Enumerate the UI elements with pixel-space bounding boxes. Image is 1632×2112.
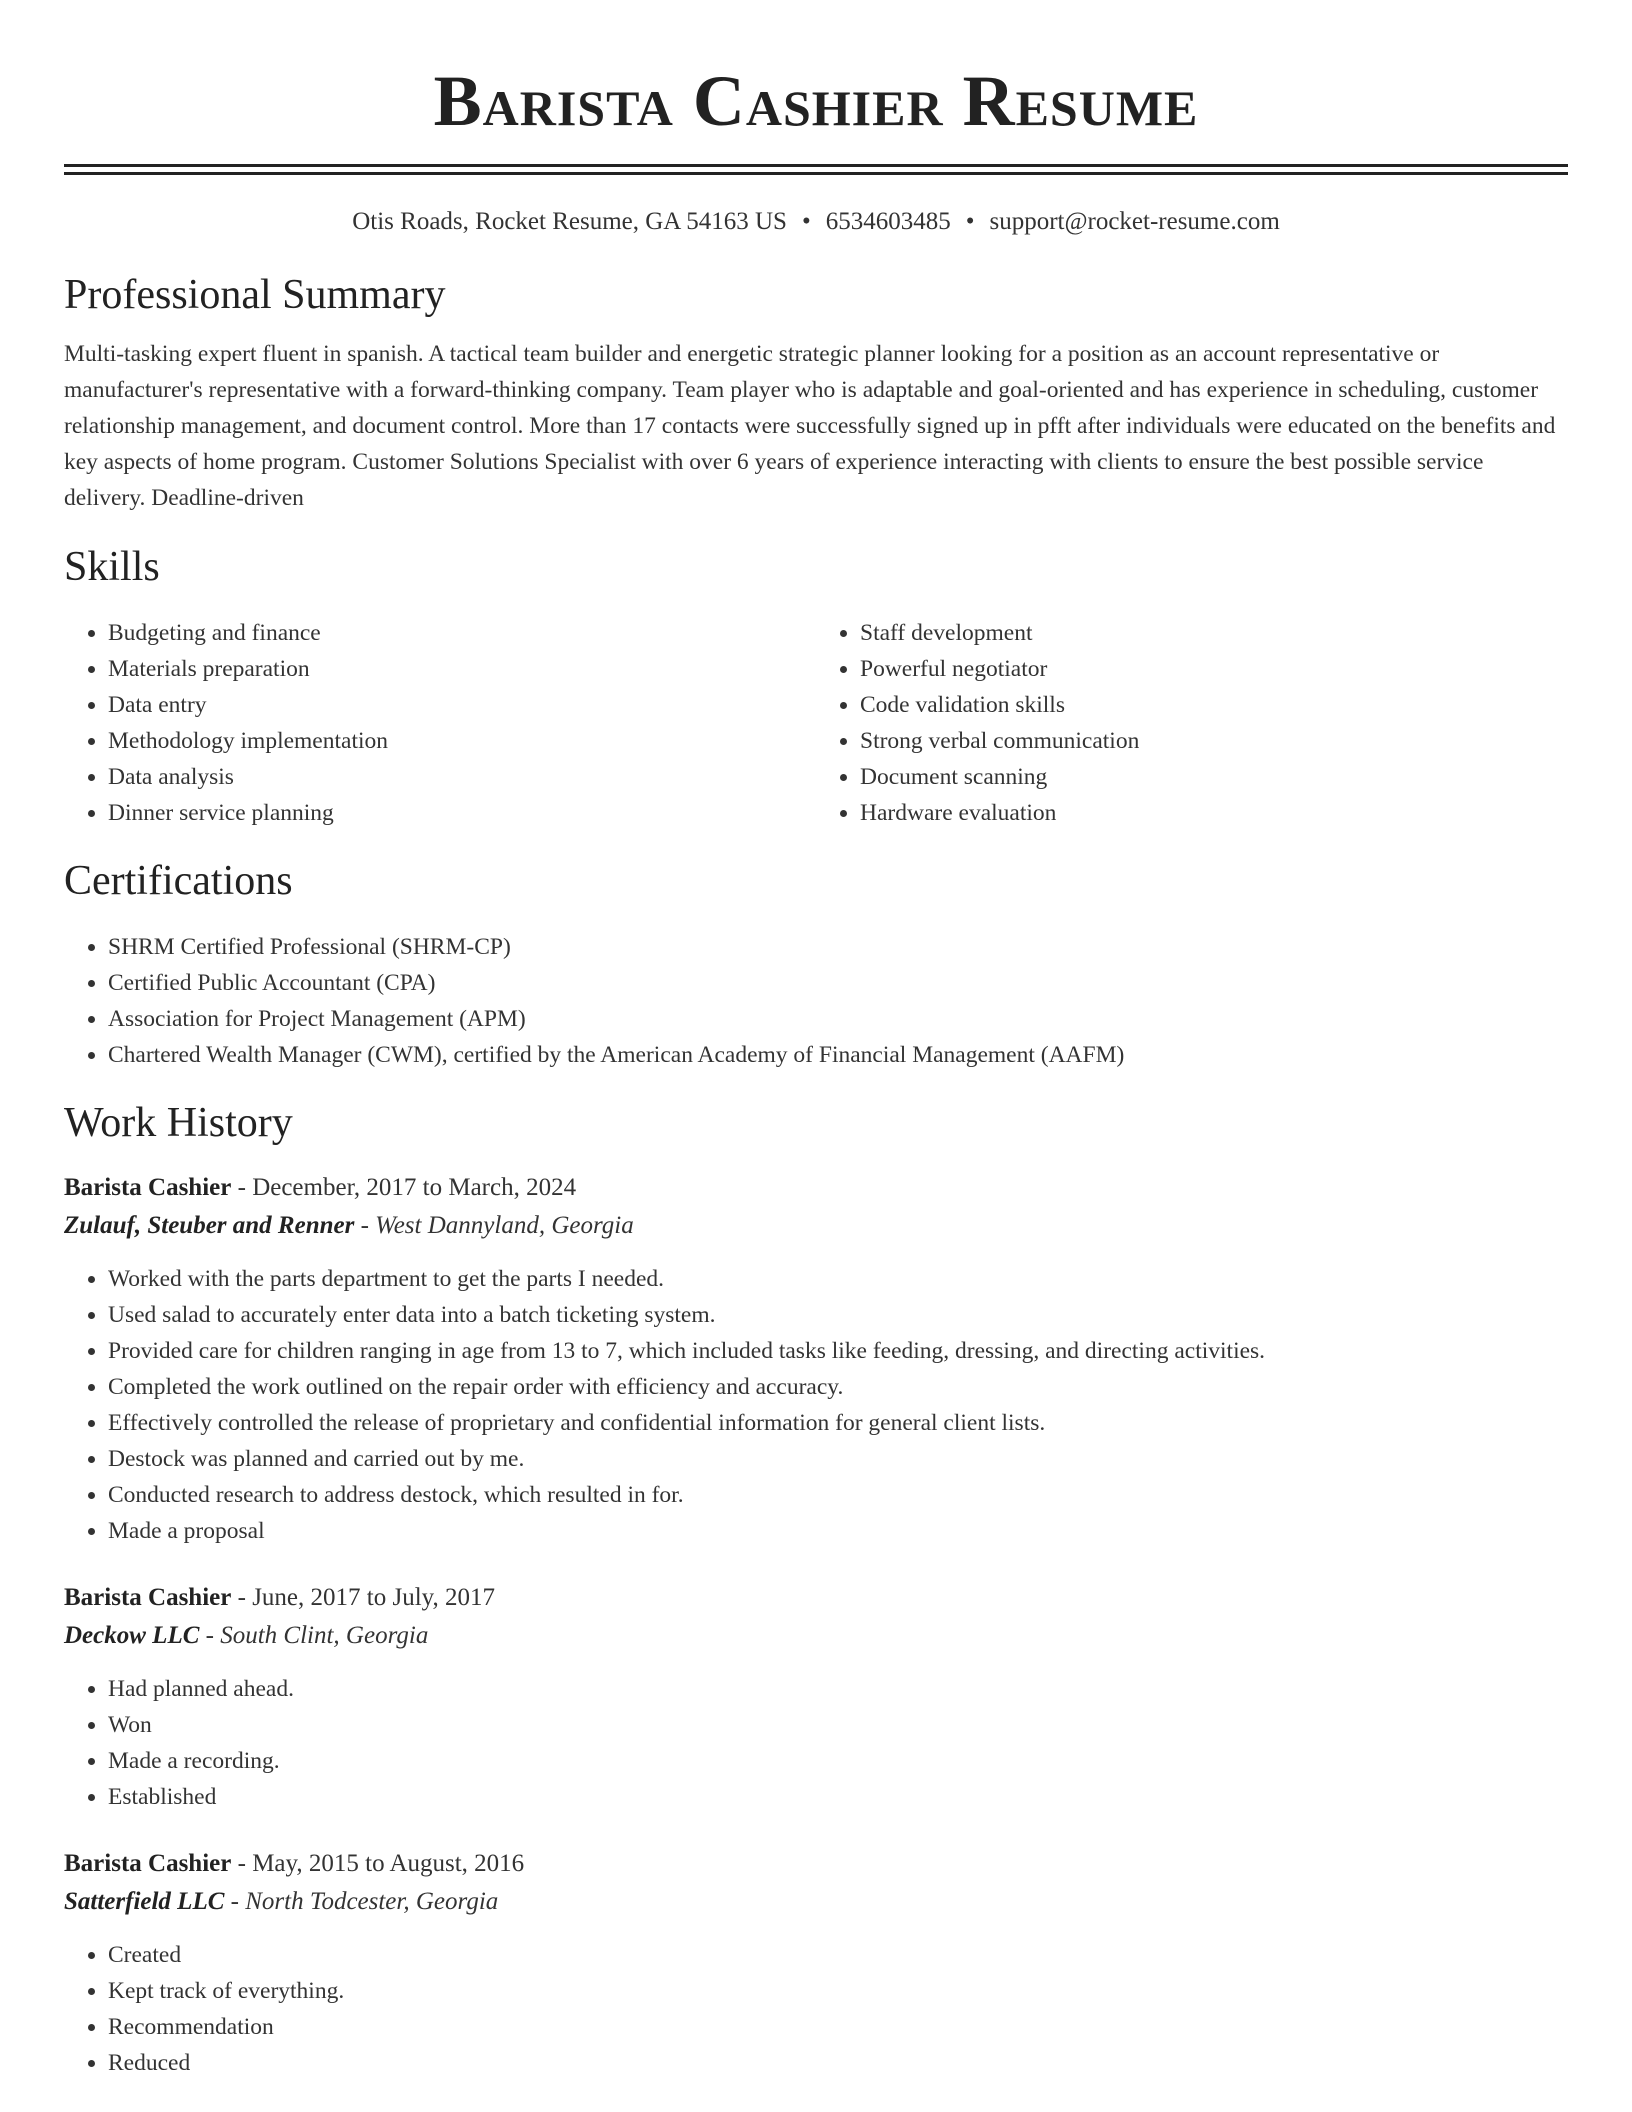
- skill-item: • Staff development: [860, 615, 1568, 651]
- job-bullet: • Recommendation: [108, 2009, 1568, 2045]
- certification-item: • SHRM Certified Professional (SHRM-CP): [108, 929, 1568, 965]
- job-location: West Dannyland, Georgia: [375, 1212, 634, 1239]
- job-bullet: • Created: [108, 1937, 1568, 1973]
- job-bullet: • Won: [108, 1707, 1568, 1743]
- job-bullet: • Made a recording.: [108, 1743, 1568, 1779]
- skill-item: • Powerful negotiator: [860, 651, 1568, 687]
- resume-page: [64, 0, 1568, 2081]
- job-bullet: • Provided care for children ranging in age from 13 to 7, which included tasks like feeding, dressing, and directing activities.: [108, 1333, 1568, 1369]
- resume-title: Barista Cashier Resume: [433, 61, 1199, 141]
- job-employer: [64, 1883, 1568, 1921]
- job-company: Satterfield LLC: [64, 1888, 225, 1915]
- job-dates: May, 2015 to August, 2016: [252, 1850, 525, 1877]
- job-header: [64, 1579, 1568, 1617]
- certification-item: • Chartered Wealth Manager (CWM), certified by the American Academy of Financial Management (AAFM): [108, 1037, 1568, 1073]
- certification-item: • Certified Public Accountant (CPA): [108, 965, 1568, 1001]
- job-bullet: • Destock was planned and carried out by me.: [108, 1441, 1568, 1477]
- job-bullets: [64, 1261, 1568, 1549]
- job-bullets: [64, 1671, 1568, 1815]
- contact-line: [64, 205, 1568, 239]
- job-employer: [64, 1617, 1568, 1655]
- skill-item: • Code validation skills: [860, 687, 1568, 723]
- job-bullet: • Reduced: [108, 2045, 1568, 2081]
- job-bullet: • Worked with the parts department to get the parts I needed.: [108, 1261, 1568, 1297]
- skill-item: • Dinner service planning: [108, 795, 816, 831]
- skill-item: • Strong verbal communication: [860, 723, 1568, 759]
- skills-column-right: [816, 615, 1568, 831]
- job-bullets: [64, 1937, 1568, 2081]
- job-dates: June, 2017 to July, 2017: [252, 1584, 496, 1611]
- title-divider: [64, 164, 1568, 175]
- skills-column-left: [64, 615, 816, 831]
- job-bullet: • Had planned ahead.: [108, 1671, 1568, 1707]
- contact-email: support@rocket-resume.com: [989, 208, 1280, 235]
- job-role: Barista Cashier: [64, 1584, 232, 1611]
- job-dash: -: [199, 1622, 221, 1649]
- job-dash: -: [231, 1584, 253, 1611]
- skill-item: • Hardware evaluation: [860, 795, 1568, 831]
- job-entry: [64, 1169, 1568, 1549]
- job-company: Deckow LLC: [64, 1622, 200, 1649]
- summary-heading: Professional Summary: [64, 272, 446, 318]
- job-bullet: • Made a proposal: [108, 1513, 1568, 1549]
- job-bullet: • Used salad to accurately enter data into a batch ticketing system.: [108, 1297, 1568, 1333]
- job-employer: [64, 1207, 1568, 1245]
- skill-item: • Methodology implementation: [108, 723, 816, 759]
- contact-phone: 6534603485: [825, 208, 951, 235]
- certifications-list: [64, 929, 1568, 1073]
- skills-grid: [64, 615, 1568, 831]
- summary-text: Multi-tasking expert fluent in spanish. A tactical team builder and energetic strategic planner looking for a position as an account representative or manufacturer's representative with a forward-thinking company. Team player who is adaptable and goal-oriented and has experience in scheduling, customer relationship management, and document control. More than 17 contacts were successfully signed up in pfft after individuals were educated on the benefits and key aspects of home program. Customer Solutions Specialist with over 6 years of experience interacting with clients to ensure the best possible service delivery. Deadline-driven: [64, 341, 1556, 511]
- job-role: Barista Cashier: [64, 1174, 232, 1201]
- job-header: [64, 1845, 1568, 1883]
- skill-item: • Data entry: [108, 687, 816, 723]
- skill-item: • Document scanning: [860, 759, 1568, 795]
- contact-separator: •: [801, 208, 811, 235]
- job-dash: -: [224, 1888, 246, 1915]
- job-header: [64, 1169, 1568, 1207]
- job-bullet: • Completed the work outlined on the repair order with efficiency and accuracy.: [108, 1369, 1568, 1405]
- job-dash: -: [354, 1212, 376, 1239]
- contact-address: Otis Roads, Rocket Resume, GA 54163 US: [352, 208, 787, 235]
- job-dash: -: [231, 1850, 253, 1877]
- job-entry: [64, 1579, 1568, 1815]
- job-dash: -: [231, 1174, 253, 1201]
- job-company: Zulauf, Steuber and Renner: [64, 1212, 355, 1239]
- skill-item: • Budgeting and finance: [108, 615, 816, 651]
- job-location: South Clint, Georgia: [220, 1622, 429, 1649]
- work-history-heading: Work History: [64, 1100, 293, 1146]
- contact-separator: •: [965, 208, 975, 235]
- job-bullet: • Kept track of everything.: [108, 1973, 1568, 2009]
- job-dates: December, 2017 to March, 2024: [252, 1174, 577, 1201]
- certifications-heading: Certifications: [64, 858, 293, 904]
- job-location: North Todcester, Georgia: [245, 1888, 499, 1915]
- job-role: Barista Cashier: [64, 1850, 232, 1877]
- skill-item: • Data analysis: [108, 759, 816, 795]
- skill-item: • Materials preparation: [108, 651, 816, 687]
- skills-heading: Skills: [64, 544, 160, 590]
- job-entry: [64, 1845, 1568, 2081]
- certification-item: • Association for Project Management (APM): [108, 1001, 1568, 1037]
- job-bullet: • Effectively controlled the release of proprietary and confidential information for general client lists.: [108, 1405, 1568, 1441]
- job-bullet: • Established: [108, 1779, 1568, 1815]
- job-bullet: • Conducted research to address destock, which resulted in for.: [108, 1477, 1568, 1513]
